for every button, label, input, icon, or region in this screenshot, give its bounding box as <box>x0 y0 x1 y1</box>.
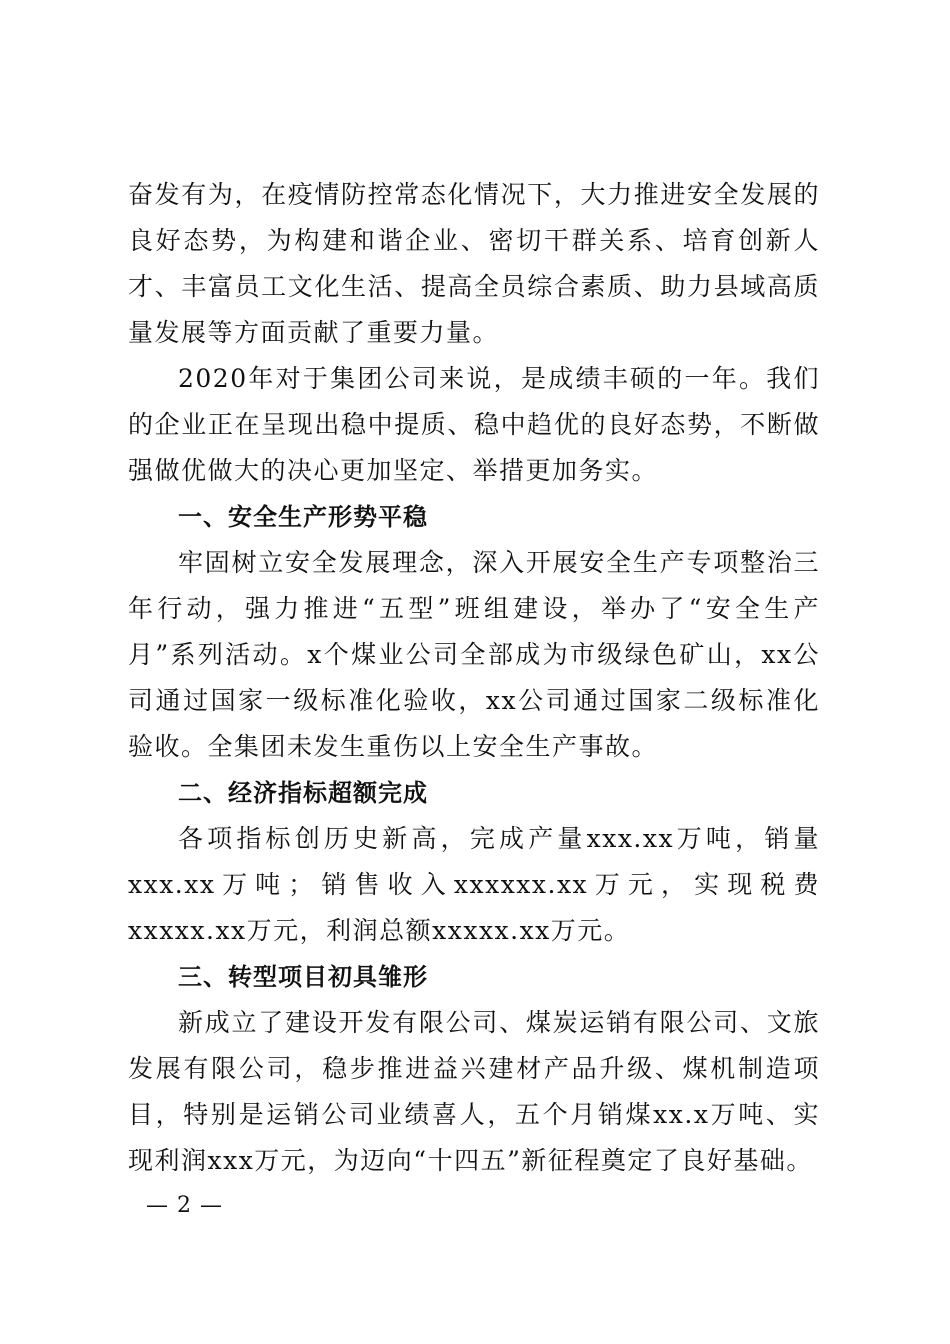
summary-paragraph: 2020年对于集团公司来说，是成绩丰硕的一年。我们的企业正在呈现出稳中提质、稳中趋优的良好态势，不断做强做优做大的决心更加坚定、举措更加务实。 <box>128 364 820 485</box>
section-body-economy: 各项指标创历史新高，完成产量xxx.xx万吨，销量xxx.xx万吨；销售收入xxxxxx.xx万元，实现税费xxxxx.xx万元，利润总额xxxxx.xx万元。 <box>128 824 820 945</box>
section-body-transformation: 新成立了建设开发有限公司、煤炭运销有限公司、文旅发展有限公司，稳步推进益兴建材产品升级、煤机制造项目，特别是运销公司业绩喜人，五个月销煤xx.x万吨、实现利润xxx万元，为迈向“十四五”新征程奠定了良好基础。 <box>128 1008 820 1175</box>
section-heading-transformation: 三、转型项目初具雏形 <box>178 963 428 991</box>
section-body-safety: 牢固树立安全发展理念，深入开展安全生产专项整治三年行动，强力推进“五型”班组建设，举办了“安全生产月”系列活动。x个煤业公司全部成为市级绿色矿山，xx公司通过国家一级标准化验收，xx公司通过国家二级标准化验收。全集团未发生重伤以上安全生产事故。 <box>128 548 820 761</box>
section-heading-safety: 一、安全生产形势平稳 <box>178 503 428 531</box>
intro-continuation-paragraph: 奋发有为，在疫情防控常态化情况下，大力推进安全发展的良好态势，为构建和谐企业、密切干群关系、培育创新人才、丰富员工文化生活、提高全员综合素质、助力县域高质量发展等方面贡献了重要力量。 <box>128 180 820 347</box>
section-heading-economy: 二、经济指标超额完成 <box>178 779 428 807</box>
document-body <box>128 172 820 1184</box>
page-number: — 2 — <box>146 1193 223 1218</box>
